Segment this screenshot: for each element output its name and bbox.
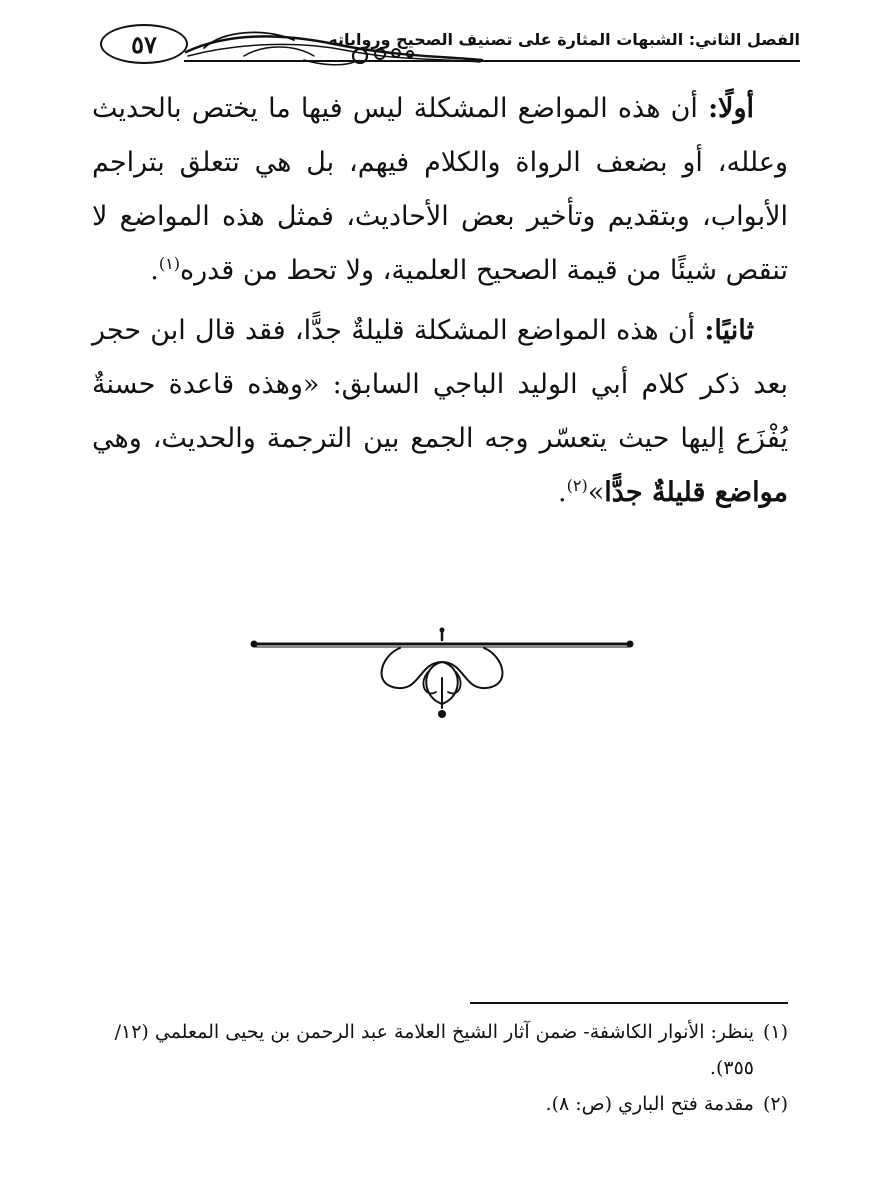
paragraph-first [92,82,788,298]
footnote-number: (٢) [762,1093,788,1115]
footnote-item [84,1014,788,1086]
running-header [96,20,800,72]
header-rule [184,60,800,62]
paragraph-lead: أولًا: [708,93,754,124]
footnote-reference: (٢) [566,476,588,495]
paragraph-lead: ثانيًا: [704,315,754,346]
paragraph-second [92,304,788,520]
footnote-text: ينظر: الأنوار الكاشفة- ضمن آثار الشيخ العلامة عبد الرحمن بن يحيى المعلمي (١٢/ ٣٥٥). [114,1021,754,1079]
body-text [92,82,788,526]
paragraph-text: أن هذه المواضع المشكلة قليلةٌ جدًّا، فقد قال ابن حجر بعد ذكر كلام أبي الوليد الباجي السابق: «وهذه قاعدة حسنةٌ يُفْزَع إليها حيث يتعسّر وجه الجمع بين الترجمة والحديث، وهي [92,315,788,454]
footnote-rule [470,1002,788,1004]
page-number-badge [100,24,188,64]
paragraph-end: . [150,255,159,286]
calligraphic-flourish-icon [250,626,634,720]
footnote-item [84,1086,788,1122]
page-number: ٥٧ [131,29,157,59]
footnote-reference: (١) [158,254,180,273]
footnotes [84,1014,788,1122]
quote-close: » [587,477,605,508]
quote-bold-end: مواضع قليلةٌ جدًّا [604,477,788,508]
footnote-text: مقدمة فتح الباري (ص: ٨). [545,1093,754,1115]
paragraph-text: أن هذه المواضع المشكلة ليس فيها ما يختص بالحديث وعلله، أو بضعف الرواة والكلام فيهم، بل هي تتعلق بتراجم الأبواب، وبتقديم وتأخير بعض الأحاديث، فمثل هذه المواضع لا تنقص شيئًا من قيمة الصحيح العلمية، ولا تحط من قدره [92,93,788,286]
paragraph-end: . [558,477,567,508]
running-title: الفصل الثاني: الشبهات المثارة على تصنيف الصحيح ورواياته [328,30,800,49]
footnote-number: (١) [762,1021,788,1043]
